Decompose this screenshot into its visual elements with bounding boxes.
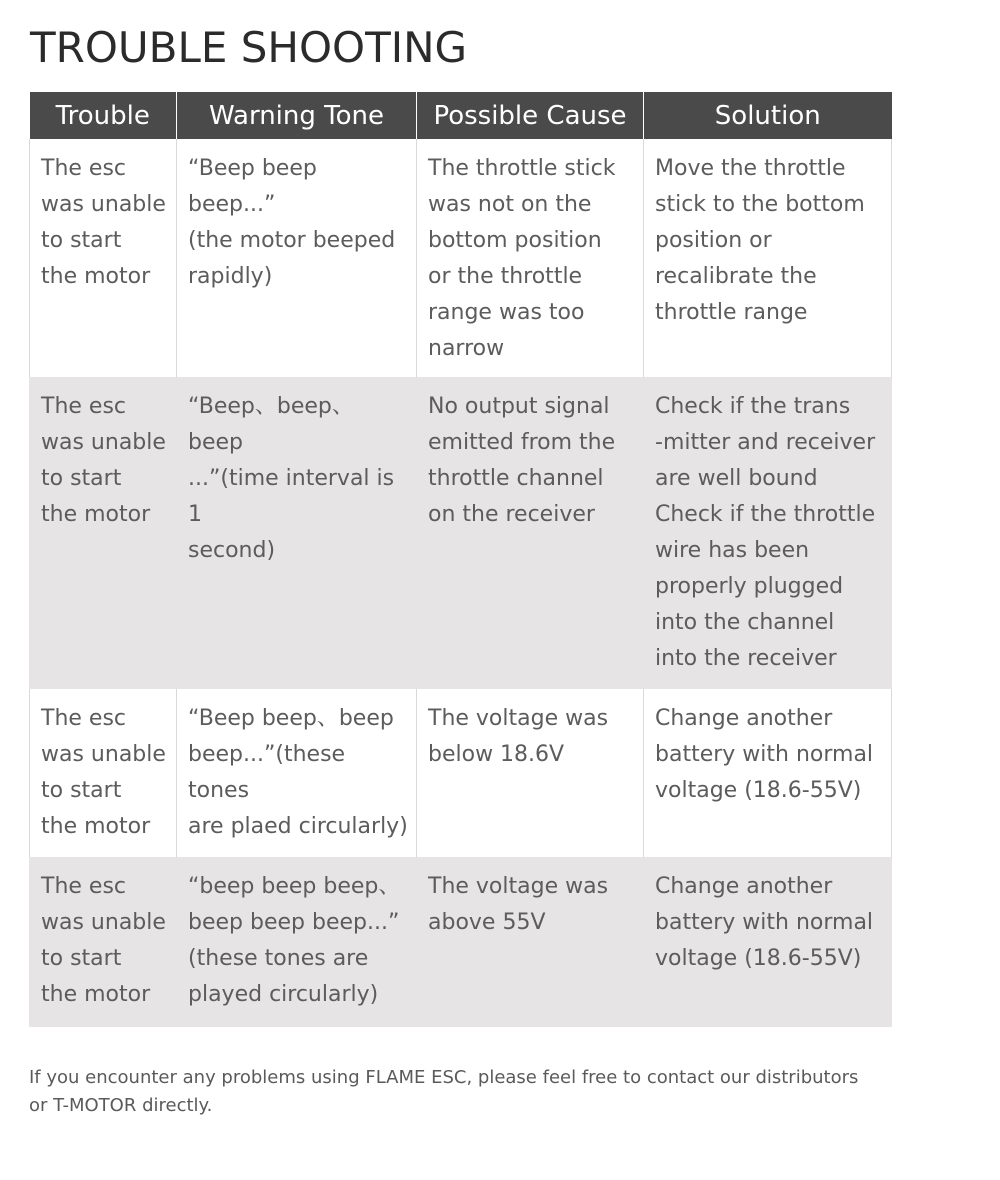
warning-tone-text: “beep beep beep、 beep beep beep...” (these tones are played circularly): [188, 874, 401, 1007]
possible-cause-text: No output signal emitted from the throttle channel on the receiver: [428, 394, 616, 527]
table-row: [30, 377, 892, 689]
table-row: [30, 139, 892, 377]
header-trouble: Trouble: [30, 92, 177, 139]
header-solution: Solution: [644, 92, 892, 139]
trouble-text: The esc was unable to start the motor: [41, 156, 166, 289]
solution-text: Change another battery with normal voltage (18.6-55V): [655, 874, 874, 971]
table-row: [30, 857, 892, 1027]
table-header-row: [30, 92, 892, 139]
table-row: [30, 689, 892, 857]
possible-cause-cell: [417, 139, 644, 377]
solution-cell: [644, 857, 892, 1027]
warning-tone-cell: [177, 689, 417, 857]
possible-cause-cell: [417, 857, 644, 1027]
possible-cause-text: The voltage was below 18.6V: [428, 706, 609, 767]
warning-tone-cell: [177, 857, 417, 1027]
possible-cause-cell: [417, 689, 644, 857]
trouble-text: The esc was unable to start the motor: [41, 874, 166, 1007]
warning-tone-text: “Beep、beep、beep ...”(time interval is 1 second): [188, 394, 395, 563]
trouble-cell: [30, 857, 177, 1027]
solution-cell: [644, 377, 892, 689]
page-title: TROUBLE SHOOTING: [30, 23, 468, 72]
trouble-text: The esc was unable to start the motor: [41, 706, 166, 839]
warning-tone-cell: [177, 139, 417, 377]
trouble-text: The esc was unable to start the motor: [41, 394, 166, 527]
solution-cell: [644, 689, 892, 857]
solution-text: Change another battery with normal voltage (18.6-55V): [655, 706, 874, 803]
solution-text: Check if the trans -mitter and receiver are well bound Check if the throttle wire has been properly plugged into the channel into the receiver: [655, 394, 876, 671]
solution-text: Move the throttle stick to the bottom position or recalibrate the throttle range: [655, 156, 865, 325]
warning-tone-text: “Beep beep、beep beep...”(these tones are plaed circularly): [188, 706, 408, 839]
trouble-cell: [30, 689, 177, 857]
solution-cell: [644, 139, 892, 377]
trouble-cell: [30, 139, 177, 377]
header-possible-cause: Possible Cause: [417, 92, 644, 139]
footer-note: If you encounter any problems using FLAME ESC, please feel free to contact our distributors or T-MOTOR directly.: [29, 1067, 859, 1116]
header-warning-tone: Warning Tone: [177, 92, 417, 139]
warning-tone-text: “Beep beep beep...” (the motor beeped rapidly): [188, 156, 396, 289]
possible-cause-cell: [417, 377, 644, 689]
possible-cause-text: The voltage was above 55V: [428, 874, 609, 935]
warning-tone-cell: [177, 377, 417, 689]
possible-cause-text: The throttle stick was not on the bottom position or the throttle range was too narrow: [428, 156, 616, 361]
troubleshooting-table: [29, 92, 892, 1027]
trouble-cell: [30, 377, 177, 689]
